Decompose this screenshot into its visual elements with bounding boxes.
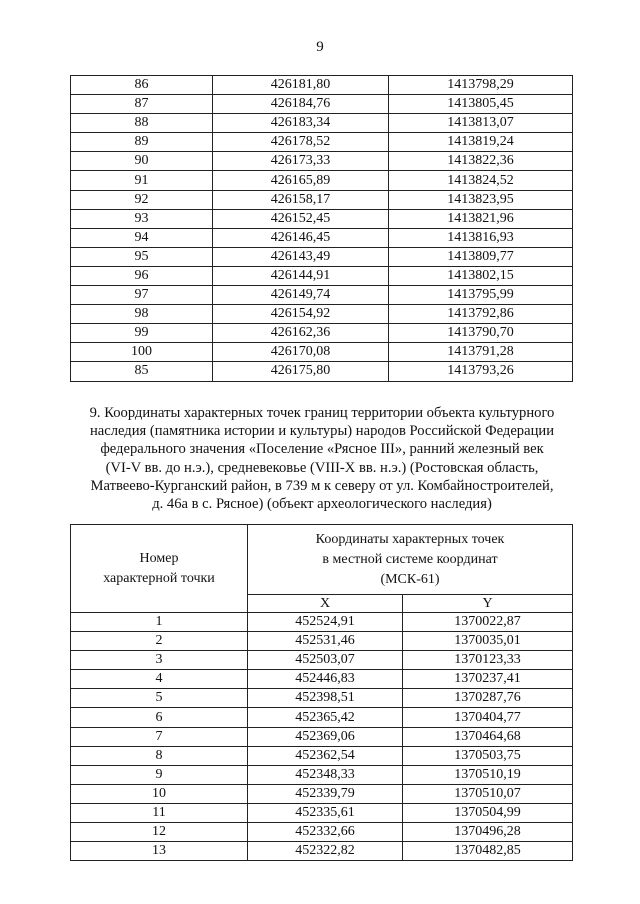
table-row — [71, 343, 573, 362]
point-number-cell: 4 — [71, 670, 248, 689]
x-coordinate-cell: 426149,74 — [213, 286, 389, 305]
y-coordinate-cell: 1370482,85 — [403, 842, 573, 861]
y-coordinate-cell: 1413823,95 — [389, 190, 573, 209]
x-coordinate-cell: 452369,06 — [248, 727, 403, 746]
table-row — [71, 670, 573, 689]
point-number-cell: 92 — [71, 190, 213, 209]
point-number-cell: 95 — [71, 247, 213, 266]
table-row — [71, 746, 573, 765]
point-number-cell: 99 — [71, 324, 213, 343]
point-number-header-line: Номер — [139, 550, 179, 566]
point-number-cell: 97 — [71, 286, 213, 305]
y-coordinate-cell: 1413793,26 — [389, 362, 573, 381]
y-coordinate-cell: 1370504,99 — [403, 803, 573, 822]
x-coordinate-cell: 426170,08 — [213, 343, 389, 362]
section-heading-line: федерального значения «Поселение «Рясное III», ранний железный век — [100, 441, 544, 458]
y-coordinate-cell: 1413798,29 — [389, 76, 573, 95]
section-heading-line: д. 46а в с. Рясное) (объект археологического наследия) — [152, 496, 492, 513]
point-number-cell: 100 — [71, 343, 213, 362]
y-coordinate-cell: 1413809,77 — [389, 247, 573, 266]
y-coordinate-cell: 1370496,28 — [403, 823, 573, 842]
y-coordinate-cell: 1413816,93 — [389, 228, 573, 247]
table-row — [71, 689, 573, 708]
page-number: 9 — [316, 39, 324, 55]
coordinates-header-line: в местной системе координат — [322, 551, 498, 567]
table-row — [71, 95, 573, 114]
point-number-cell: 13 — [71, 842, 248, 861]
y-coordinate-cell: 1413791,28 — [389, 343, 573, 362]
x-coordinate-cell: 426183,34 — [213, 114, 389, 133]
y-coordinate-cell: 1413795,99 — [389, 286, 573, 305]
table-row — [71, 842, 573, 861]
x-coordinate-cell: 452524,91 — [248, 613, 403, 632]
y-coordinate-cell: 1370503,75 — [403, 746, 573, 765]
section-heading-line: (VI-V вв. до н.э.), средневековье (VIII-X вв. н.э.) (Ростовская область, — [105, 459, 539, 476]
x-coordinate-cell: 426165,89 — [213, 171, 389, 190]
x-coordinate-cell: 426143,49 — [213, 247, 389, 266]
y-coordinate-cell: 1370123,33 — [403, 651, 573, 670]
point-number-cell: 90 — [71, 152, 213, 171]
y-coordinate-cell: 1370287,76 — [403, 689, 573, 708]
table-row — [71, 190, 573, 209]
coordinates-table — [70, 524, 573, 861]
x-coordinate-cell: 426173,33 — [213, 152, 389, 171]
point-number-cell: 87 — [71, 95, 213, 114]
table-row — [71, 727, 573, 746]
coordinates-header-line: (МСК-61) — [380, 571, 440, 587]
x-coordinate-cell: 452322,82 — [248, 842, 403, 861]
x-coordinate-cell: 452339,79 — [248, 784, 403, 803]
x-coordinate-cell: 426175,80 — [213, 362, 389, 381]
point-number-cell: 8 — [71, 746, 248, 765]
y-coordinate-cell: 1413792,86 — [389, 305, 573, 324]
point-number-cell: 96 — [71, 266, 213, 285]
x-coordinate-cell: 452332,66 — [248, 823, 403, 842]
x-coordinate-cell: 452348,33 — [248, 765, 403, 784]
point-number-cell: 1 — [71, 613, 248, 632]
y-coordinate-cell: 1413813,07 — [389, 114, 573, 133]
point-number-cell: 94 — [71, 228, 213, 247]
x-coordinate-cell: 452362,54 — [248, 746, 403, 765]
point-number-cell: 9 — [71, 765, 248, 784]
x-coordinate-cell: 452398,51 — [248, 689, 403, 708]
y-coordinate-cell: 1413821,96 — [389, 209, 573, 228]
table-row — [71, 823, 573, 842]
table-row — [71, 324, 573, 343]
x-coordinate-cell: 452365,42 — [248, 708, 403, 727]
section-heading-line: наследия (памятника истории и культуры) народов Российской Федерации — [89, 423, 555, 440]
point-number-cell: 3 — [71, 651, 248, 670]
y-coordinate-cell: 1413822,36 — [389, 152, 573, 171]
table-row — [71, 784, 573, 803]
y-coordinate-cell: 1413805,45 — [389, 95, 573, 114]
table-row — [71, 651, 573, 670]
point-number-cell: 86 — [71, 76, 213, 95]
y-coordinate-cell: 1370510,19 — [403, 765, 573, 784]
x-coordinate-cell: 452503,07 — [248, 651, 403, 670]
x-coordinate-cell: 452335,61 — [248, 803, 403, 822]
x-coordinate-cell: 426152,45 — [213, 209, 389, 228]
point-number-header-line: характерной точки — [103, 570, 215, 586]
x-coordinate-cell: 452531,46 — [248, 632, 403, 651]
y-coordinate-cell: 1370510,07 — [403, 784, 573, 803]
point-number-cell: 88 — [71, 114, 213, 133]
x-coordinate-cell: 426181,80 — [213, 76, 389, 95]
y-coordinate-cell: 1370022,87 — [403, 613, 573, 632]
table-row — [71, 152, 573, 171]
x-coordinate-cell: 426178,52 — [213, 133, 389, 152]
x-coordinate-cell: 452446,83 — [248, 670, 403, 689]
table-row — [71, 266, 573, 285]
table-row — [71, 803, 573, 822]
section-heading-line: Матвеево-Курганский район, в 739 м к северу от ул. Комбайностроителей, — [90, 477, 554, 494]
point-number-cell: 12 — [71, 823, 248, 842]
table-row — [71, 286, 573, 305]
table-row — [71, 613, 573, 632]
y-coordinate-cell: 1370237,41 — [403, 670, 573, 689]
y-coordinate-cell: 1370035,01 — [403, 632, 573, 651]
y-coordinate-cell: 1413824,52 — [389, 171, 573, 190]
point-number-header — [71, 525, 248, 613]
table-row — [71, 228, 573, 247]
coordinates-header — [248, 525, 573, 595]
x-coordinate-cell: 426184,76 — [213, 95, 389, 114]
table-row — [71, 362, 573, 381]
y-coordinate-cell: 1370404,77 — [403, 708, 573, 727]
point-number-cell: 85 — [71, 362, 213, 381]
point-number-cell: 11 — [71, 803, 248, 822]
coordinates-header-line: Координаты характерных точек — [315, 531, 505, 547]
point-number-cell: 7 — [71, 727, 248, 746]
x-coordinate-cell: 426162,36 — [213, 324, 389, 343]
y-coordinate-cell: 1413790,70 — [389, 324, 573, 343]
coordinates-table-continued — [70, 75, 573, 382]
table-row — [71, 247, 573, 266]
table-row — [71, 209, 573, 228]
table-row — [71, 114, 573, 133]
section-heading — [62, 404, 582, 513]
point-number-cell: 5 — [71, 689, 248, 708]
table-row — [71, 171, 573, 190]
point-number-cell: 93 — [71, 209, 213, 228]
y-coordinate-cell: 1370464,68 — [403, 727, 573, 746]
x-coordinate-cell: 426146,45 — [213, 228, 389, 247]
table-row — [71, 76, 573, 95]
point-number-cell: 2 — [71, 632, 248, 651]
x-coordinate-cell: 426158,17 — [213, 190, 389, 209]
table-row — [71, 708, 573, 727]
table-row — [71, 305, 573, 324]
x-coordinate-cell: 426144,91 — [213, 266, 389, 285]
table-row — [71, 765, 573, 784]
section-heading-line: 9. Координаты характерных точек границ территории объекта культурного — [89, 405, 555, 421]
y-column-header: Y — [403, 595, 573, 613]
point-number-cell: 10 — [71, 784, 248, 803]
x-column-header: X — [248, 595, 403, 613]
point-number-cell: 89 — [71, 133, 213, 152]
point-number-cell: 6 — [71, 708, 248, 727]
y-coordinate-cell: 1413819,24 — [389, 133, 573, 152]
x-coordinate-cell: 426154,92 — [213, 305, 389, 324]
table-row — [71, 133, 573, 152]
point-number-cell: 91 — [71, 171, 213, 190]
point-number-cell: 98 — [71, 305, 213, 324]
table-row — [71, 632, 573, 651]
y-coordinate-cell: 1413802,15 — [389, 266, 573, 285]
